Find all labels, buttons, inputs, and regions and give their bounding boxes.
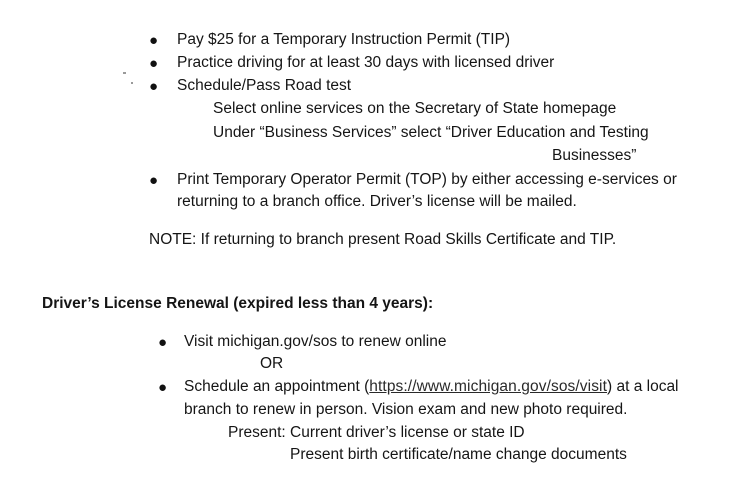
schedule-suffix-text: ) at a local: [607, 378, 679, 395]
bullet-text-practice: Practice driving for at least 30 days with licensed driver: [177, 54, 555, 71]
bullet-text-tip: Pay $25 for a Temporary Instruction Permit (TIP): [177, 31, 511, 48]
bullet-text-renew-online: Visit michigan.gov/sos to renew online: [184, 333, 447, 350]
sos-visit-link[interactable]: https://www.michigan.gov/sos/visit: [369, 378, 607, 395]
note-text: NOTE: If returning to branch present Road Skills Certificate and TIP.: [149, 231, 617, 248]
sub-line-online-services: Select online services on the Secretary of State homepage: [213, 100, 617, 117]
bullet-text-schedule-line2: branch to renew in person. Vision exam and new photo required.: [184, 401, 628, 418]
bullet-icon: ●: [149, 172, 159, 189]
present-line-license: Present: Current driver’s license or state ID: [228, 424, 525, 441]
bullet-text-schedule-line1: [184, 378, 679, 396]
schedule-prefix-text: Schedule an appointment (: [184, 378, 370, 395]
bullet-icon: ●: [149, 55, 159, 72]
bullet-icon: ●: [149, 78, 159, 95]
bullet-icon: ●: [158, 379, 168, 396]
bullet-icon: ●: [158, 334, 168, 351]
bullet-icon: ●: [149, 32, 159, 49]
or-text: OR: [260, 355, 284, 372]
sub-line-business-services: Under “Business Services” select “Driver Education and Testing: [213, 124, 649, 141]
scan-speck: [123, 72, 126, 74]
bullet-text-print-top-line1: Print Temporary Operator Permit (TOP) by either accessing e-services or: [177, 171, 677, 188]
bullet-text-print-top-line2: returning to a branch office. Driver’s license will be mailed.: [177, 193, 577, 210]
section-heading-renewal: Driver’s License Renewal (expired less than 4 years):: [42, 295, 434, 312]
bullet-text-road-test: Schedule/Pass Road test: [177, 77, 352, 94]
sub-line-businesses: Businesses”: [552, 147, 637, 164]
scan-speck: [131, 82, 133, 84]
present-line-birth-certificate: Present birth certificate/name change documents: [290, 446, 627, 463]
